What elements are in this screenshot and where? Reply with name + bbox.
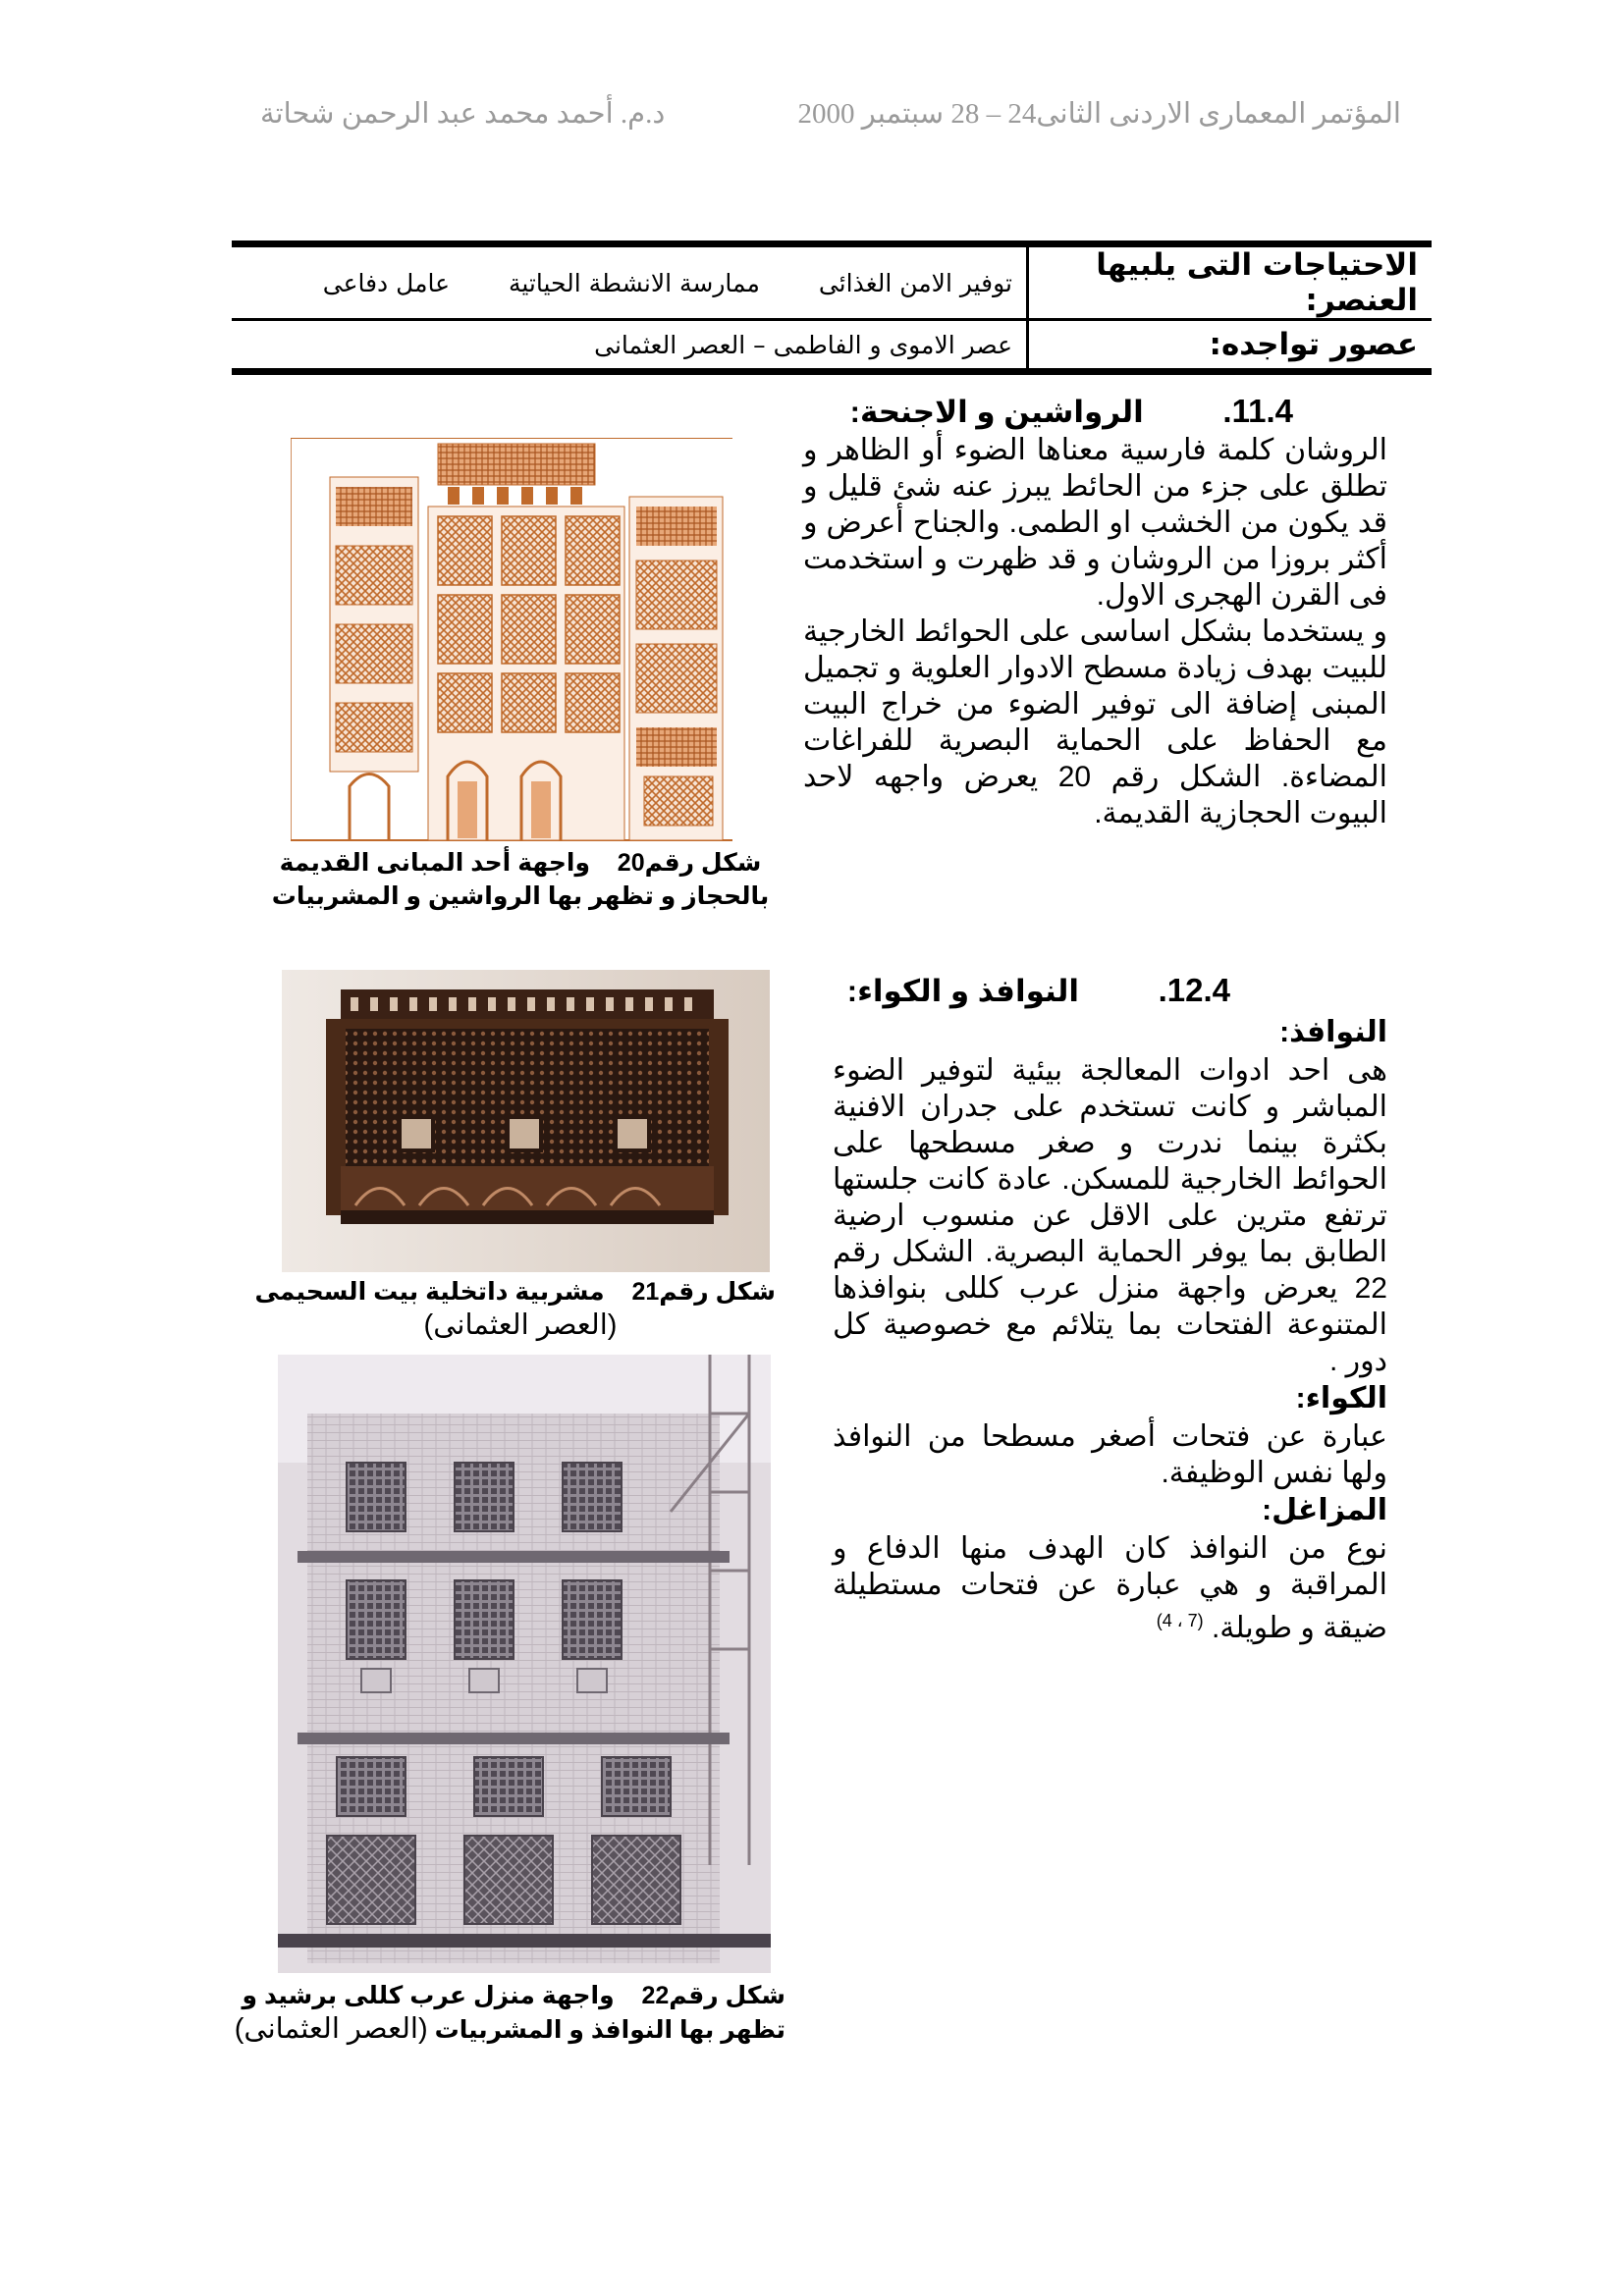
paragraph: الروشان كلمة فارسية معناها الضوء أو الظاهر و تطلق على جزء من الحائط يبرز عنه شئ قليل و قد يكون من الخشب او الطمى. والجناح أعرض و أكثر بروزا من الروشان و قد ظهرت و استخدمت فى القرن الهجرى الاول. [803,434,1387,612]
caption-line: بالحجاز و تظهر بها الرواشين و المشربيات [271,882,770,910]
windows-heading: النوافذ: [1279,1016,1387,1048]
need-item: عامل دفاعى [322,268,450,297]
section-number: 12.4. [1158,972,1230,1008]
author-header: د.م. أحمد محمد عبد الرحمن شحاتة [260,98,666,130]
section-11-4-heading [803,393,1293,430]
figure-number: شكل رقم22 [641,1982,785,2009]
paragraph: و يستخدما بشكل اساسى على الحوائط الخارجية للبيت بهدف زيادة مسطح الادوار العلوية و تجميل المبنى إضافة الى توفير الضوء من خراج البيت مع الحفاظ على الحماية البصرية للفراغات المضاءة. الشكل رقم 20 يعرض واجهه لاحد البيوت الحجازية القديمة. [803,615,1387,829]
caption-text: واجهة أحد المبانى القديمة [279,849,590,877]
niches-heading: الكواء: [1295,1382,1387,1415]
figure-22-photo [278,1355,771,1973]
conference-header: المؤتمر المعمارى الاردنى الثانى24 – 28 سبتمبر 2000 [797,98,1401,130]
figure-20-caption [265,846,776,913]
caption-line: (العصر العثمانى) [423,1309,618,1341]
need-item: توفير الامن الغذائى [818,268,1012,297]
section-11-4 [803,393,1387,831]
needs-row [232,244,1432,320]
niches-text: عبارة عن فتحات أصغر مسطحا من النوافذ ولها نفس الوظيفة. [833,1420,1387,1489]
figure-20-drawing [291,438,732,850]
loopholes-text [833,1530,1387,1646]
eras-value: عصر الاموى و الفاطمى – العصر العثمانى [594,330,1012,359]
caption-text: مشربية داتخلية بيت السحيمى [254,1278,605,1306]
eras-label: عصور تواجده: [1028,320,1433,372]
figure-22-caption [234,1979,785,2047]
section-12-4-heading [833,972,1230,1009]
reference: (7 ، 4) [1156,1611,1204,1630]
windows-text: هى احد ادوات المعالجة بيئية لتوفير الضوء المباشر و كانت تستخدم على جدران الافنية بكثرة بينما ندرت و صغر مسطحها على الحوائط الخارجية للمسكن. عادة كانت جلستها ترتفع مترين على الاقل عن منسوب ارضية الطابق بما يوفر الحماية البصرية. الشكل رقم 22 يعرض واجهة منزل عرب كللى بنوافذها المتنوعة الفتحات بما يتلائم مع خصوصية كل دور . [833,1054,1387,1377]
caption-line [254,1275,776,1308]
loopholes-body: نوع من النوافذ كان الهدف منها الدفاع و المراقبة و هي عبارة عن فتحات مستطيلة ضيقة و طويلة. [833,1532,1387,1644]
caption-text: تظهر بها النوافذ و المشربيات [434,2016,785,2044]
section-title: الرواشين و الاجنحة: [849,395,1144,429]
figure-21-caption [254,1275,776,1342]
caption-line [234,2012,785,2047]
info-table [232,240,1432,375]
figure-21-photo [282,970,770,1272]
figure-number: شكل رقم20 [617,849,762,877]
needs-values [232,244,1028,320]
section-number: 11.4. [1222,393,1293,429]
caption-text: واجهة منزل عرب كللى برشيد و [242,1982,615,2009]
section-title: النوافذ و الكواء: [846,974,1079,1008]
needs-label: الاحتياجات التى يلبيها العنصر: [1028,244,1433,320]
caption-line [242,1979,785,2012]
eras-row [232,320,1432,372]
loopholes-heading: المزاغل: [1262,1494,1387,1526]
need-item: ممارسة الانشطة الحياتية [508,268,760,297]
section-12-4 [833,972,1387,1646]
figure-number: شكل رقم21 [631,1278,776,1306]
caption-era: (العصر العثمانى) [234,2013,428,2045]
caption-line [265,846,776,880]
